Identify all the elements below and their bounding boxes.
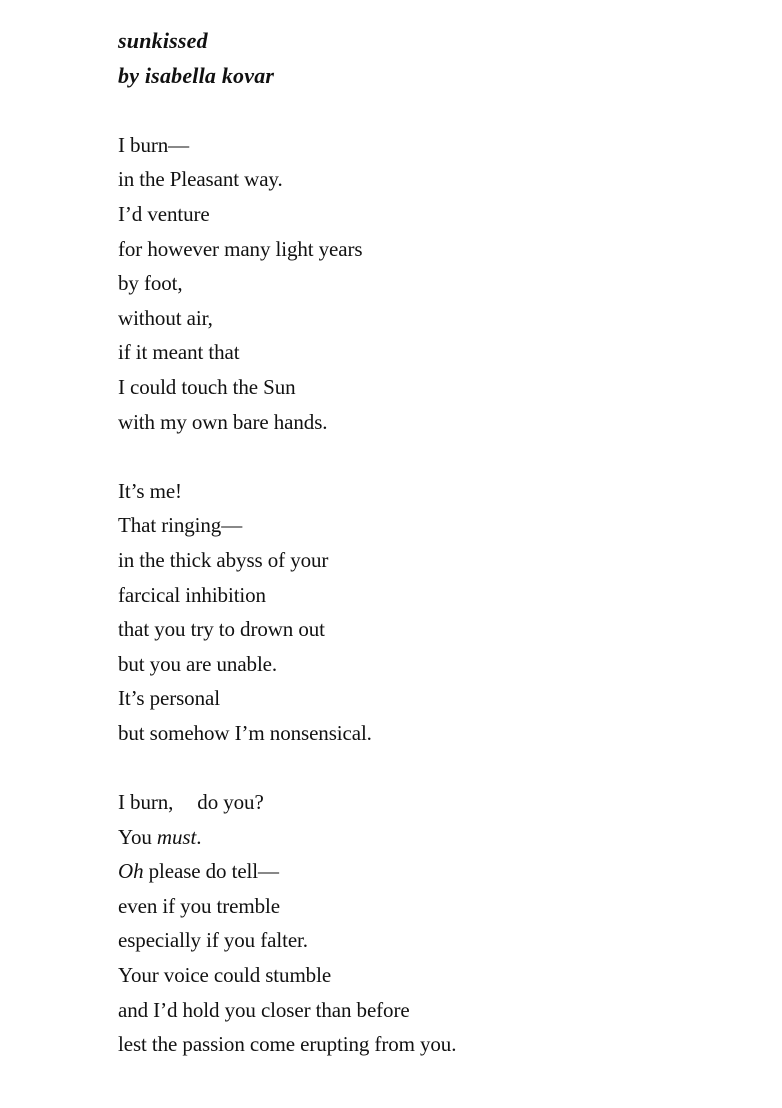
emphasis: Oh <box>118 859 144 884</box>
poem-line <box>118 785 738 820</box>
poem-line: for however many light years <box>118 236 363 261</box>
poem-header <box>118 24 738 93</box>
line-segment: You <box>118 824 157 849</box>
poem-line: but somehow I’m nonsensical. <box>118 720 372 745</box>
stanza-3 <box>118 785 738 1062</box>
poem-line: without air, <box>118 305 213 330</box>
line-segment: do you? <box>197 790 264 815</box>
poem-line: lest the passion come erupting from you. <box>118 1032 457 1057</box>
poem-line: That ringing— <box>118 513 243 538</box>
poem-line: I could touch the Sun <box>118 374 296 399</box>
poem-line: farcical inhibition <box>118 582 266 607</box>
poem-line: in the Pleasant way. <box>118 167 283 192</box>
poem-line: but you are unable. <box>118 651 278 676</box>
poem-title: sunkissed <box>118 28 208 53</box>
poem-line: It’s me! <box>118 478 182 503</box>
poem-line <box>118 820 738 855</box>
poem-line: especially if you falter. <box>118 928 308 953</box>
line-segment: . <box>196 824 202 849</box>
poem <box>118 24 738 1062</box>
poem-line: I burn— <box>118 132 190 157</box>
poem-byline: by isabella kovar <box>118 62 275 88</box>
stanza-2 <box>118 474 738 751</box>
poem-line: if it meant that <box>118 340 240 365</box>
poem-line: and I’d hold you closer than before <box>118 997 410 1022</box>
poem-line <box>118 854 738 889</box>
line-segment: I burn, <box>118 790 174 815</box>
poem-line: Your voice could stumble <box>118 963 332 988</box>
poem-line: I’d venture <box>118 201 210 226</box>
stanza-1 <box>118 128 738 439</box>
poem-line: It’s personal <box>118 686 220 711</box>
poem-line: in the thick abyss of your <box>118 547 329 572</box>
line-segment: please do tell— <box>143 859 279 884</box>
poem-line: that you try to drown out <box>118 617 325 642</box>
emphasis: must <box>156 824 197 849</box>
poem-line: even if you tremble <box>118 893 280 918</box>
poem-line: with my own bare hands. <box>118 409 328 434</box>
poem-line: by foot, <box>118 271 183 296</box>
